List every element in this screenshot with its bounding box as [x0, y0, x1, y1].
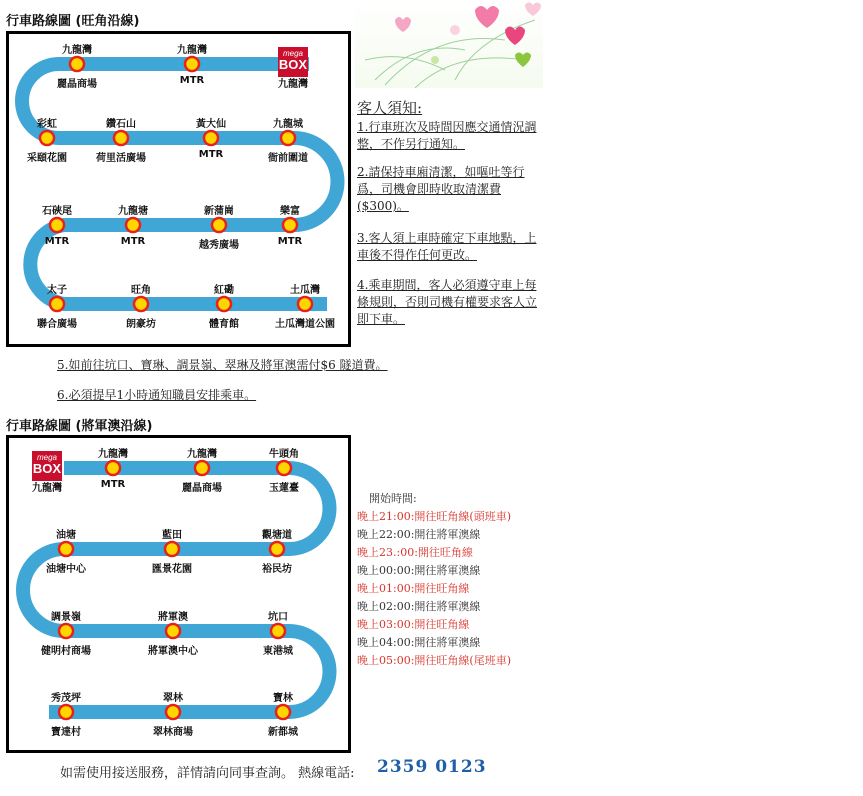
station-name: 九龍城 — [273, 119, 303, 130]
station-landmark: 翠林商場 — [153, 727, 193, 738]
station-marker — [185, 57, 199, 71]
route1-map — [6, 31, 351, 347]
station-name: 石硤尾 — [42, 206, 72, 217]
station-landmark: 九龍灣 — [32, 483, 62, 494]
station-name: 油塘 — [56, 530, 76, 541]
station-landmark: 荷里活廣場 — [96, 153, 146, 164]
station-name: 樂富 — [280, 206, 300, 217]
station-marker — [126, 218, 140, 232]
station-landmark: 東港城 — [263, 646, 293, 657]
megabox-logo: mega BOX — [32, 451, 62, 481]
station-marker — [283, 218, 297, 232]
station-landmark: 匯景花園 — [152, 564, 192, 575]
station-name: 土瓜灣 — [290, 285, 320, 296]
schedule-row: 晚上01:00:開往旺角線 — [357, 582, 470, 595]
hotline-number: 2359 0123 — [377, 757, 487, 777]
schedule-title: 開始時間: — [369, 492, 417, 505]
station-marker — [270, 542, 284, 556]
station-marker — [277, 461, 291, 475]
station-landmark: MTR — [198, 149, 224, 160]
station-marker — [166, 705, 180, 719]
station-landmark: 聯合廣場 — [37, 319, 77, 330]
schedule-row: 晚上04:00:開往將軍澳線 — [357, 636, 481, 649]
notice-title: 客人須知: — [357, 99, 423, 117]
station-marker — [276, 705, 290, 719]
notice-item-2: 2.請保持車廂清潔，如嘔吐等行爲，司機會即時收取清潔費($300)。 — [357, 165, 525, 213]
station-name: 彩虹 — [37, 119, 57, 130]
station-landmark: MTR — [44, 236, 70, 247]
station-name: 藍田 — [162, 530, 182, 541]
notice-item-3: 3.客人須上車時確定下車地點，上車後不得作任何更改。 — [357, 231, 537, 262]
station-landmark: 健明村商場 — [41, 646, 91, 657]
station-marker — [166, 624, 180, 638]
station-landmark: MTR — [179, 75, 205, 86]
station-name: 觀塘道 — [262, 530, 292, 541]
megabox-logo: mega BOX — [278, 47, 308, 77]
station-marker — [217, 297, 231, 311]
notice-advance-booking: 6.必須提早1小時通知職員安排乘車。 — [57, 388, 257, 402]
station-marker — [165, 542, 179, 556]
station-landmark: 玉蓮臺 — [269, 483, 299, 494]
station-marker — [212, 218, 226, 232]
station-landmark: MTR — [120, 236, 146, 247]
station-marker — [59, 624, 73, 638]
station-name: 調景嶺 — [51, 612, 81, 623]
station-landmark: 新都城 — [268, 727, 298, 738]
station-marker — [114, 131, 128, 145]
route-track — [23, 468, 330, 712]
station-landmark: MTR — [100, 479, 126, 490]
station-name: 秀茂坪 — [51, 693, 81, 704]
station-marker — [204, 131, 218, 145]
station-marker — [59, 542, 73, 556]
station-landmark: 朗豪坊 — [126, 319, 156, 330]
notice-item-4: 4.乘車期間，客人必須遵守車上每條規則，否則司機有權要求客人立即下車。 — [357, 278, 538, 326]
station-landmark: 體育館 — [209, 319, 239, 330]
station-landmark: 寶達村 — [51, 727, 81, 738]
station-name: 太子 — [47, 285, 67, 296]
station-marker — [70, 57, 84, 71]
station-landmark: 衙前圍道 — [268, 153, 308, 164]
station-marker — [195, 461, 209, 475]
station-marker — [271, 624, 285, 638]
station-landmark: 裕民坊 — [262, 564, 292, 575]
station-name: 牛頭角 — [269, 449, 299, 460]
station-name: 新蒲崗 — [204, 206, 234, 217]
station-landmark: 九龍灣 — [278, 79, 308, 90]
decorative-hearts-image — [355, 0, 543, 88]
station-landmark: 土瓜灣道公園 — [275, 319, 335, 330]
schedule-row: 晚上21:00:開往旺角線(頭班車) — [357, 510, 511, 523]
route1-title: 行車路線圖 (旺角沿線) — [6, 14, 140, 29]
route2-map — [6, 435, 351, 753]
route2-title: 行車路線圖 (將軍澳沿線) — [6, 419, 153, 434]
station-name: 九龍灣 — [62, 45, 92, 56]
station-name: 寶林 — [273, 693, 293, 704]
station-name: 將軍澳 — [158, 612, 188, 623]
station-landmark: 采頤花園 — [27, 153, 67, 164]
station-name: 黃大仙 — [196, 119, 226, 130]
station-marker — [59, 705, 73, 719]
station-name: 翠林 — [163, 693, 183, 704]
station-marker — [134, 297, 148, 311]
schedule-row: 晚上05:00:開往旺角線(尾班車) — [357, 654, 511, 667]
station-name: 鑽石山 — [106, 119, 136, 130]
route-track — [22, 64, 338, 304]
station-marker — [50, 297, 64, 311]
station-name: 九龍灣 — [98, 449, 128, 460]
station-name: 九龍灣 — [177, 45, 207, 56]
station-landmark: 將軍澳中心 — [148, 646, 198, 657]
notice-item-1: 1.行車班次及時間因應交通情況調整，不作另行通知。 — [357, 120, 537, 151]
station-name: 旺角 — [131, 285, 151, 296]
schedule-row: 晚上00:00:開往將軍澳線 — [357, 564, 481, 577]
station-marker — [281, 131, 295, 145]
station-landmark: 越秀廣場 — [199, 240, 239, 251]
schedule-row: 晚上03:00:開往旺角線 — [357, 618, 470, 631]
station-marker — [106, 461, 120, 475]
schedule — [357, 490, 511, 670]
schedule-row: 晚上22:00:開往將軍澳線 — [357, 528, 481, 541]
station-marker — [298, 297, 312, 311]
station-landmark: 麗晶商場 — [182, 483, 222, 494]
schedule-row: 晚上02:00:開往將軍澳線 — [357, 600, 481, 613]
station-name: 九龍灣 — [187, 449, 217, 460]
station-landmark: 麗晶商場 — [57, 79, 97, 90]
schedule-row: 晚上23.:00:開往旺角線 — [357, 546, 473, 559]
station-name: 坑口 — [268, 612, 288, 623]
station-marker — [40, 131, 54, 145]
station-landmark: 油塘中心 — [46, 564, 86, 575]
footer-text: 如需使用接送服務，詳情請向同事查詢。 熱線電話: — [60, 766, 355, 781]
station-name: 紅磡 — [214, 285, 234, 296]
notice-tunnel-fee: 5.如前往坑口、寶琳、調景嶺、翠琳及將軍澳需付$6 隧道費。 — [57, 358, 388, 372]
station-landmark: MTR — [277, 236, 303, 247]
station-name: 九龍塘 — [118, 206, 148, 217]
station-marker — [50, 218, 64, 232]
